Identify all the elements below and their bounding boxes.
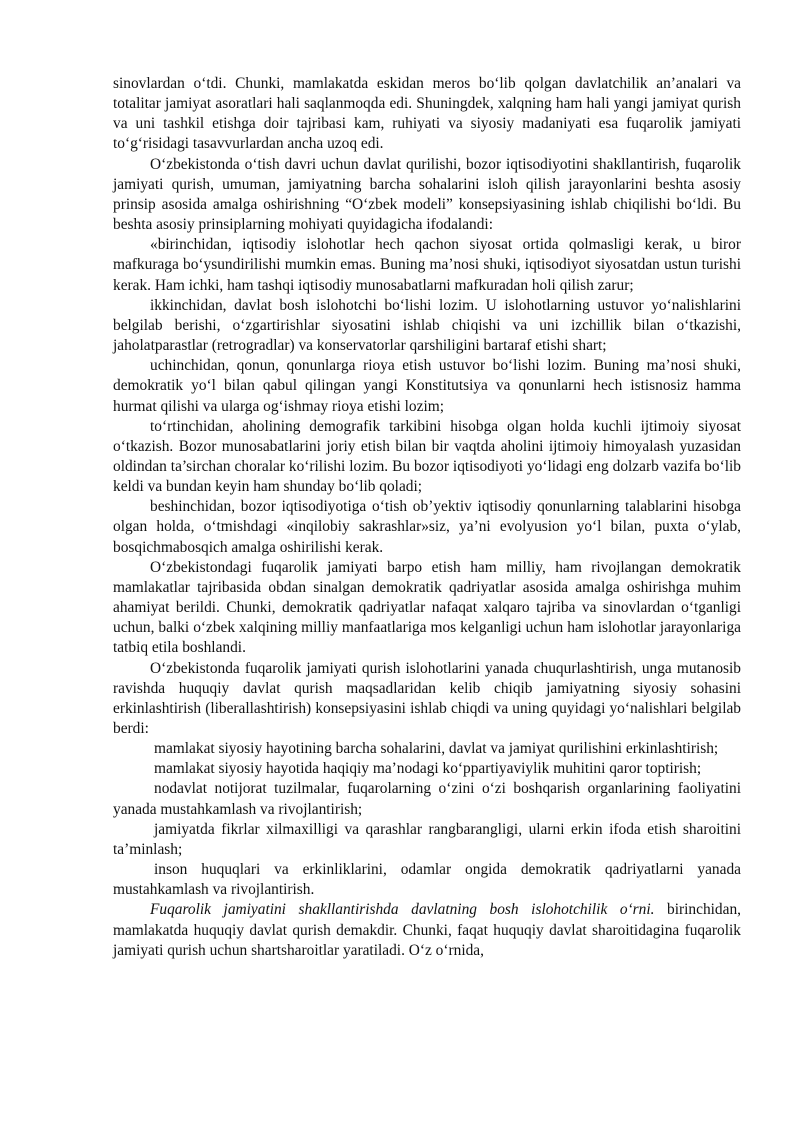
list-item-human-rights: inson huquqlari va erkinliklarini, odamlar ongida demokratik qadriyatlarni yanada mustahkamlash va rivojlantirish. — [113, 861, 741, 899]
principle-second: ikkinchidan, davlat bosh islohotchi bo‘lishi lozim. U islohotlarning ustuvor yo‘nalishlarini belgilab berishi, o‘zgartirishlar siyosatini ishlab chiqishi va uni izchillik bilan o‘tkazishi, jaholatparastlar (retrogradlar) va konservatorlar qarshiligini bartaraf etishi shart; — [113, 296, 741, 355]
principle-fifth: beshinchidan, bozor iqtisodiyotiga o‘tish ob’yektiv iqtisodiy qonunlarning talablarini hisobga olgan holda, o‘tmishdagi «inqilobiy sakrashlar»siz, ya’ni evolyusion yo‘l bilan, puxta o‘ylab, bosqichmabosqich amalga oshirilishi kerak. — [113, 498, 741, 556]
principle-fourth: to‘rtinchidan, aholining demografik tarkibini hisobga olgan holda kuchli ijtimoiy siyosat o‘tkazish. Bozor munosabatlarini joriy etish bilan bir vaqtda aholini ijtimoiy himoyalash yuzasidan oldindan ta’sirchan choralar ko‘rilishi lozim. Bu bozor iqtisodiyoti yo‘lidagi eng dolzarb vazifa bo‘lib keldi va bundan keyin ham shunday bo‘lib qoladi; — [113, 417, 741, 496]
document-page — [113, 74, 741, 961]
principle-third: uchinchidan, qonun, qonunlarga rioya etish ustuvor bo‘lishi lozim. Buning ma’nosi shuki, demokratik yo‘l bilan qabul qilingan yangi Konstitutsiya va qonunlarni hech istisnosiz hamma hurmat qilishi va ularga og‘ishmay rioya etishi lozim; — [113, 357, 741, 415]
paragraph-state-role-text: birinchidan, mamlakatda huquqiy davlat qurish demakdir. Chunki, faqat huquqiy davlat sharoitidagina fuqarolik jamiyati qurish uchun shartsharoitlar yaratiladi. O‘z o‘rnida, — [113, 901, 741, 959]
paragraph-liberalization-concept: O‘zbekistonda fuqarolik jamiyati qurish islohotlarini yanada chuqurlashtirish, unga mutanosib ravishda huquqiy davlat qurish maqsadlaridan kelib chiqib jamiyatning siyosiy sohasini erkinlashtirish (liberallashtirish) konsepsiyasini ishlab chiqdi va uning quyidagi yo‘nalishlari belgilab berdi: — [113, 659, 741, 737]
italic-heading: Fuqarolik jamiyatini shakllantirishda davlatning bosh islohotchilik o‘rni. — [150, 901, 655, 919]
list-item-pluralism: jamiyatda fikrlar xilmaxilligi va qarashlar rangbarangligi, ularni erkin ifoda etish sharoitini ta’minlash; — [113, 820, 741, 858]
list-item-liberalization: mamlakat siyosiy hayotining barcha sohalarini, davlat va jamiyat qurilishini erkinlashtirish; — [154, 740, 719, 758]
paragraph-state-role — [113, 900, 741, 960]
paragraph-continuation: sinovlardan o‘tdi. Chunki, mamlakatda eskidan meros bo‘lib qolgan davlatchilik an’analari va totalitar jamiyat asoratlari hali saqlanmoqda edi. Shuningdek, xalqning ham hali yangi jamiyat qurish va uni tashkil etishga doir tajribasi kam, ruhiyati va siyosiy madaniyati esa fuqarolik jamiyati to‘g‘risidagi tasavvurlardan ancha uzoq edi. — [113, 75, 741, 153]
list-item-multiparty: mamlakat siyosiy hayotida haqiqiy ma’nodagi ko‘ppartiyaviylik muhitini qaror toptirish; — [154, 760, 702, 778]
paragraph-uzbek-model: O‘zbekistonda o‘tish davri uchun davlat qurilishi, bozor iqtisodiyotini shakllantirish, fuqarolik jamiyati qurish, umuman, jamiyatning barcha sohalarini isloh qilish jarayonlarini beshta asosiy prinsip asosida amalga oshirishning “O‘zbek modeli” konsepsiyasining ishlab chiqilishi bo‘ldi. Bu beshta asosiy prinsiplarning mohiyati quyidagicha ifodalandi: — [113, 155, 741, 234]
list-item-ngo: nodavlat notijorat tuzilmalar, fuqarolarning o‘zini o‘zi boshqarish organlarining faoliyatini yanada mustahkamlash va rivojlantirish; — [113, 780, 741, 818]
paragraph-democratic-values: O‘zbekistondagi fuqarolik jamiyati barpo etish ham milliy, ham rivojlangan demokratik mamlakatlar tajribasida obdan sinalgan demokratik qadriyatlar asosida amalga oshirishga muhim ahamiyat berildi. Chunki, demokratik qadriyatlar nafaqat xalqaro tajriba va sinovlardan o‘tganligi uchun, balki o‘zbek xalqining milliy manfaatlariga mos kelganligi uchun ham islohotlar jarayonlariga tatbiq etila boshlandi. — [113, 558, 741, 657]
principle-first: «birinchidan, iqtisodiy islohotlar hech qachon siyosat ortida qolmasligi kerak, u biror mafkuraga bo‘ysundirilishi mumkin emas. Buning ma’nosi shuki, iqtisodiyot siyosatdan ustun turishi kerak. Ham ichki, ham tashqi iqtisodiy munosabatlarni mafkuradan holi qilish zarur; — [113, 236, 741, 294]
